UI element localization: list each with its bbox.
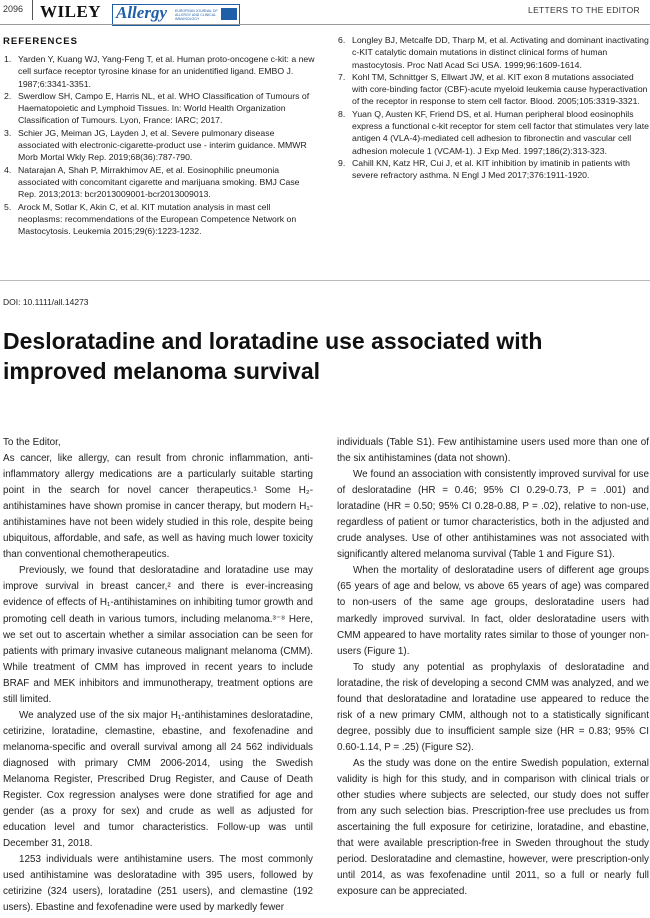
- body-paragraph: 1253 individuals were antihistamine users. The most commonly used antihistamine was desloratadine with 395 users, followed by cetirizine (324 users), loratadine (251 users), and clemastine (192 users). Ebastine and fexofenadine were used by markedly fewer: [3, 854, 313, 914]
- header-divider: [32, 0, 33, 20]
- body-paragraph: To study any potential as prophylaxis of desloratadine and loratadine, the risk of developing a second CMM was analyzed, and we found that desloratadine and loratadine use appeared to reduce the risk of a new primary CMM, although not to a statistically significant degree, possibly due to insufficient sample size (HR = 0.83; 95% CI 0.60-1.14, P = .25) (Figure S2).: [337, 661, 649, 753]
- section-divider: [0, 280, 650, 281]
- references-list-left: [3, 53, 315, 237]
- reference-item: 2. Swerdlow SH, Campo E, Harris NL, et al. WHO Classification of Tumours of Haematopoietic and Lymphoid Tissues. In: World Health Organization Classification of Tumours. Lyon, France: IARC; 2017.: [4, 90, 310, 126]
- header-rule: [0, 24, 650, 25]
- body-paragraph: individuals (Table S1). Few antihistamine users used more than one of the six antihistamines (data not shown).: [337, 437, 649, 465]
- reference-item: 1. Yarden Y, Kuang WJ, Yang-Feng T, et al. Human proto-oncogene c-kit: a new cell surface receptor tyrosine kinase for an unidentified ligand. EMBO J. 1987;6:3341-3351.: [4, 54, 315, 89]
- body-paragraph: When the mortality of desloratadine users of different age groups (65 years of age and below, vs above 65 years of age) was compared to non-users of the same age groups, desloratadine users had markedly improved survival. In fact, older desloratadine users with CMM appeared to have mortality rates similar to those of younger non-users (Figure 1).: [337, 565, 649, 657]
- doi-link[interactable]: DOI: 10.1111/all.14273: [3, 297, 89, 307]
- page-number: 2096: [3, 4, 24, 14]
- publisher-logo: WILEY: [40, 2, 102, 21]
- references-list-right: [337, 34, 649, 182]
- article-title: Desloratadine and loratadine use associated with improved melanoma survival: [3, 328, 543, 384]
- body-paragraph: We analyzed use of the six major H₁-antihistamines desloratadine, cetirizine, loratadine, clemastine, ebastine, and fexofenadine and melanoma-specific and overall survival among all 24 562 individuals diagnosed with primary CMM 2006-2014, using the Swedish Melanoma Register, Prescribed Drug Register, and Cause of Death Register. Cox regression analyses were done stratified for age and gender (as a proxy for sex) and crude as well as adjusted for education level and tumor characteristics. Follow-up was until December 31, 2018.: [3, 709, 313, 850]
- reference-item: 5. Arock M, Sotlar K, Akin C, et al. KIT mutation analysis in mast cell neoplasms: recommendations of the European Competence Network on Mastocytosis. Leukemia 2015;29(6):1223-1232.: [4, 201, 297, 237]
- reference-item: 8. Yuan Q, Austen KF, Friend DS, et al. Human peripheral blood eosinophils express a functional c-kit receptor for stem cell factor that stimulates very late antigen 4 (VLA-4)-mediated cell adhesion to fibronectin and vascular cell adhesion molecule 1 (VCAM-1). J Exp Med. 1997;186(2):313-323.: [338, 108, 649, 156]
- society-logo-icon: [221, 8, 237, 20]
- page-header: [0, 0, 650, 26]
- journal-logo-text: Allergy: [116, 3, 167, 22]
- body-paragraph: As the study was done on the entire Swedish population, external validity is high for this study, and in comparison with clinical trials or other studies where subjects are selected, our study does not suffer from any such selection bias. Prescription-free use precludes us from ascertaining the full exposure for cetirizine, loratadine, and ebastine, that were available prescription-free in Sweden throughout the study period. Desloratadine and clemastine, however, were prescription-only until 2014, as was fexofenadine until 2011, so a full or nearly full exposure can be appreciated.: [337, 757, 649, 898]
- body-paragraph: We found an association with consistently improved survival for use of desloratadine (HR = 0.46; 95% CI 0.29-0.73, P = .001) and loratadine (HR = 0.50; 95% CI 0.28-0.88, P = .02), relative to non-use, regardless of patient or tumor characteristics, both in the adjusted and crude analyses. Use of other antihistamines was not associated with significantly altered melanoma survival (Table 1 and Figure S1).: [337, 469, 649, 561]
- body-paragraph: As cancer, like allergy, can result from chronic inflammation, anti-inflammatory allergy medications are a particularly suitable starting point in the search for novel cancer therapeutics.¹ Some H₂-antihistamines have shown promise in cancer therapy, but modern H₁-antihistamines have not been widely studied in this role, despite being ubiquitous, affordable, and safe, as well as having much lower toxicity than conventional chemotherapeutics.: [3, 453, 313, 561]
- section-label: LETTERS TO THE EDITOR: [528, 5, 640, 15]
- references-heading: REFERENCES: [3, 36, 78, 47]
- body-paragraph: Previously, we found that desloratadine and loratadine use may improve survival in breast cancer,² and there is ever-increasing evidence of effects of H₁-antihistamines on inhibiting tumor growth and promoting cell death in various tumors, including melanoma.³⁻⁸ Here, we set out to ascertain whether a similar association can be seen for patients with primary invasive cutaneous malignant melanoma (CMM). While treatment of CMM has improved in recent years to include BRAF and MEK inhibitors and immunotherapy, treatment options are still limited.: [3, 565, 313, 705]
- journal-logo: [112, 4, 240, 26]
- reference-item: 7. Kohl TM, Schnittger S, Ellwart JW, et al. KIT exon 8 mutations associated with core-binding factor (CBF)-acute myeloid leukemia cause hyperactivation of the receptor in response to stem cell factor. Blood. 2005;105:3319-3321.: [338, 71, 648, 107]
- journal-logo-subtitle: EUROPEAN JOURNAL OF ALLERGY AND CLINICAL IMMUNOLOGY: [175, 9, 218, 21]
- reference-item: 6. Longley BJ, Metcalfe DD, Tharp M, et al. Activating and dominant inactivating c-KIT catalytic domain mutations in distinct clinical forms of human mastocytosis. Proc Natl Acad Sci USA. 1999;96:1609-1614.: [338, 35, 649, 70]
- body-column-left: [3, 435, 313, 916]
- reference-item: 3. Schier JG, Meiman JG, Layden J, et al. Severe pulmonary disease associated with electronic-cigarette-product use - interim guidance. MMWR Morb Mortal Wkly Rep. 2019;68(36):787-790.: [4, 127, 307, 163]
- salutation: To the Editor,: [3, 437, 61, 448]
- reference-item: 4. Natarajan A, Shah P, Mirrakhimov AE, et al. Eosinophilic pneumonia associated with concomitant cigarette and marijuana smoking. BMJ Case Rep. 2013;2013: bcr2013009001-bcr2013009013.: [4, 164, 300, 200]
- reference-item: 9. Cahill KN, Katz HR, Cui J, et al. KIT inhibition by imatinib in patients with severe refractory asthma. N Engl J Med 2017;376:1911-1920.: [338, 157, 630, 181]
- body-column-right: [337, 435, 649, 900]
